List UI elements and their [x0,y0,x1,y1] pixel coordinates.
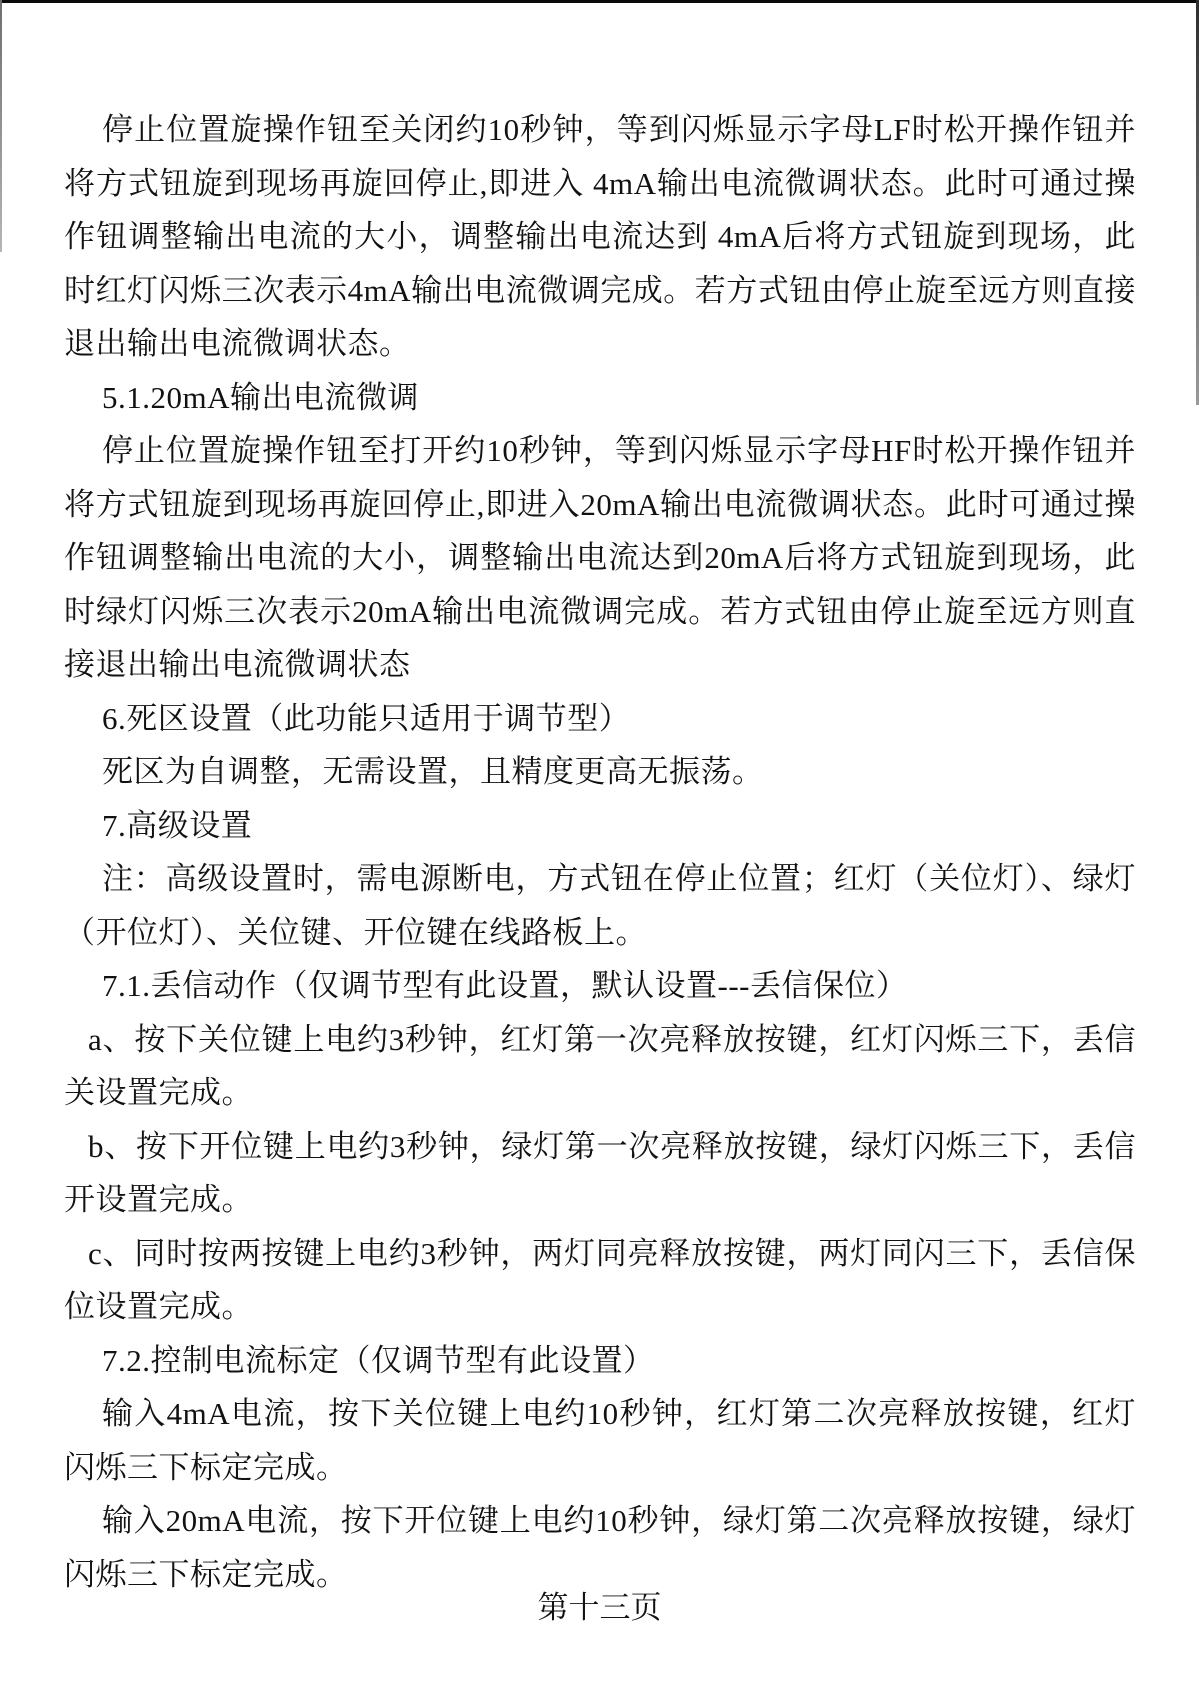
heading-7-2-control-current-calibration: 7.2.控制电流标定（仅调节型有此设置） [102,1342,655,1378]
paragraph-item-a-close-key: a、按下关位键上电约3秒钟，红灯第一次亮释放按键，红灯闪烁三下，丢信关设置完成。 [64,1021,1136,1110]
paragraph-item-c-both-keys: c、同时按两按键上电约3秒钟，两灯同亮释放按键，两灯同闪三下，丢信保位设置完成。 [64,1235,1136,1324]
heading-6-deadzone-setting: 6.死区设置（此功能只适用于调节型） [102,700,631,736]
page-number: 第十三页 [537,1590,662,1625]
heading-7-advanced-settings: 7.高级设置 [102,807,253,843]
scan-artifact-top-border [0,0,1199,3]
paragraph-input-20ma-calibration: 输入20mA电流，按下开位键上电约10秒钟，绿灯第二次亮释放按键，绿灯闪烁三下标定完成。 [64,1503,1136,1592]
paragraph-20ma-output-trim: 停止位置旋操作钮至打开约10秒钟，等到闪烁显示字母HF时松开操作钮并将方式钮旋到现场再旋回停止,即进入20mA输出电流微调状态。此时可通过操作钮调整输出电流的大小，调整输出电流达到20mA后将方式钮旋到现场，此时绿灯闪烁三次表示20mA输出电流微调完成。若方式钮由停止旋至远方则直接退出输出电流微调状态 [64,433,1136,682]
paragraph-input-4ma-calibration: 输入4mA电流，按下关位键上电约10秒钟，红灯第二次亮释放按键，红灯闪烁三下标定完成。 [64,1396,1136,1485]
scan-artifact-left-edge [0,0,2,252]
paragraph-deadzone-auto: 死区为自调整，无需设置，且精度更高无振荡。 [102,754,764,789]
heading-7-1-signal-loss-action: 7.1.丢信动作（仅调节型有此设置，默认设置---丢信保位） [102,968,908,1003]
paragraph-advanced-settings-note: 注：高级设置时，需电源断电，方式钮在停止位置；红灯（关位灯）、绿灯（开位灯）、关位键、开位键在线路板上。 [64,861,1136,950]
heading-5-1-20ma-output-trim: 5.1.20mA输出电流微调 [102,379,419,415]
paragraph-4ma-output-trim: 停止位置旋操作钮至关闭约10秒钟，等到闪烁显示字母LF时松开操作钮并将方式钮旋到现场再旋回停止,即进入 4mA输出电流微调状态。此时可通过操作钮调整输出电流的大小，调整输出电流达到 4mA后将方式钮旋到现场，此时红灯闪烁三次表示4mA输出电流微调完成。若方式钮由停止旋至远方则直接退出输出电流微调状态。 [64,112,1136,361]
paragraph-item-b-open-key: b、按下开位键上电约3秒钟，绿灯第一次亮释放按键，绿灯闪烁三下，丢信开设置完成。 [64,1128,1136,1217]
document-body [64,103,1136,1601]
